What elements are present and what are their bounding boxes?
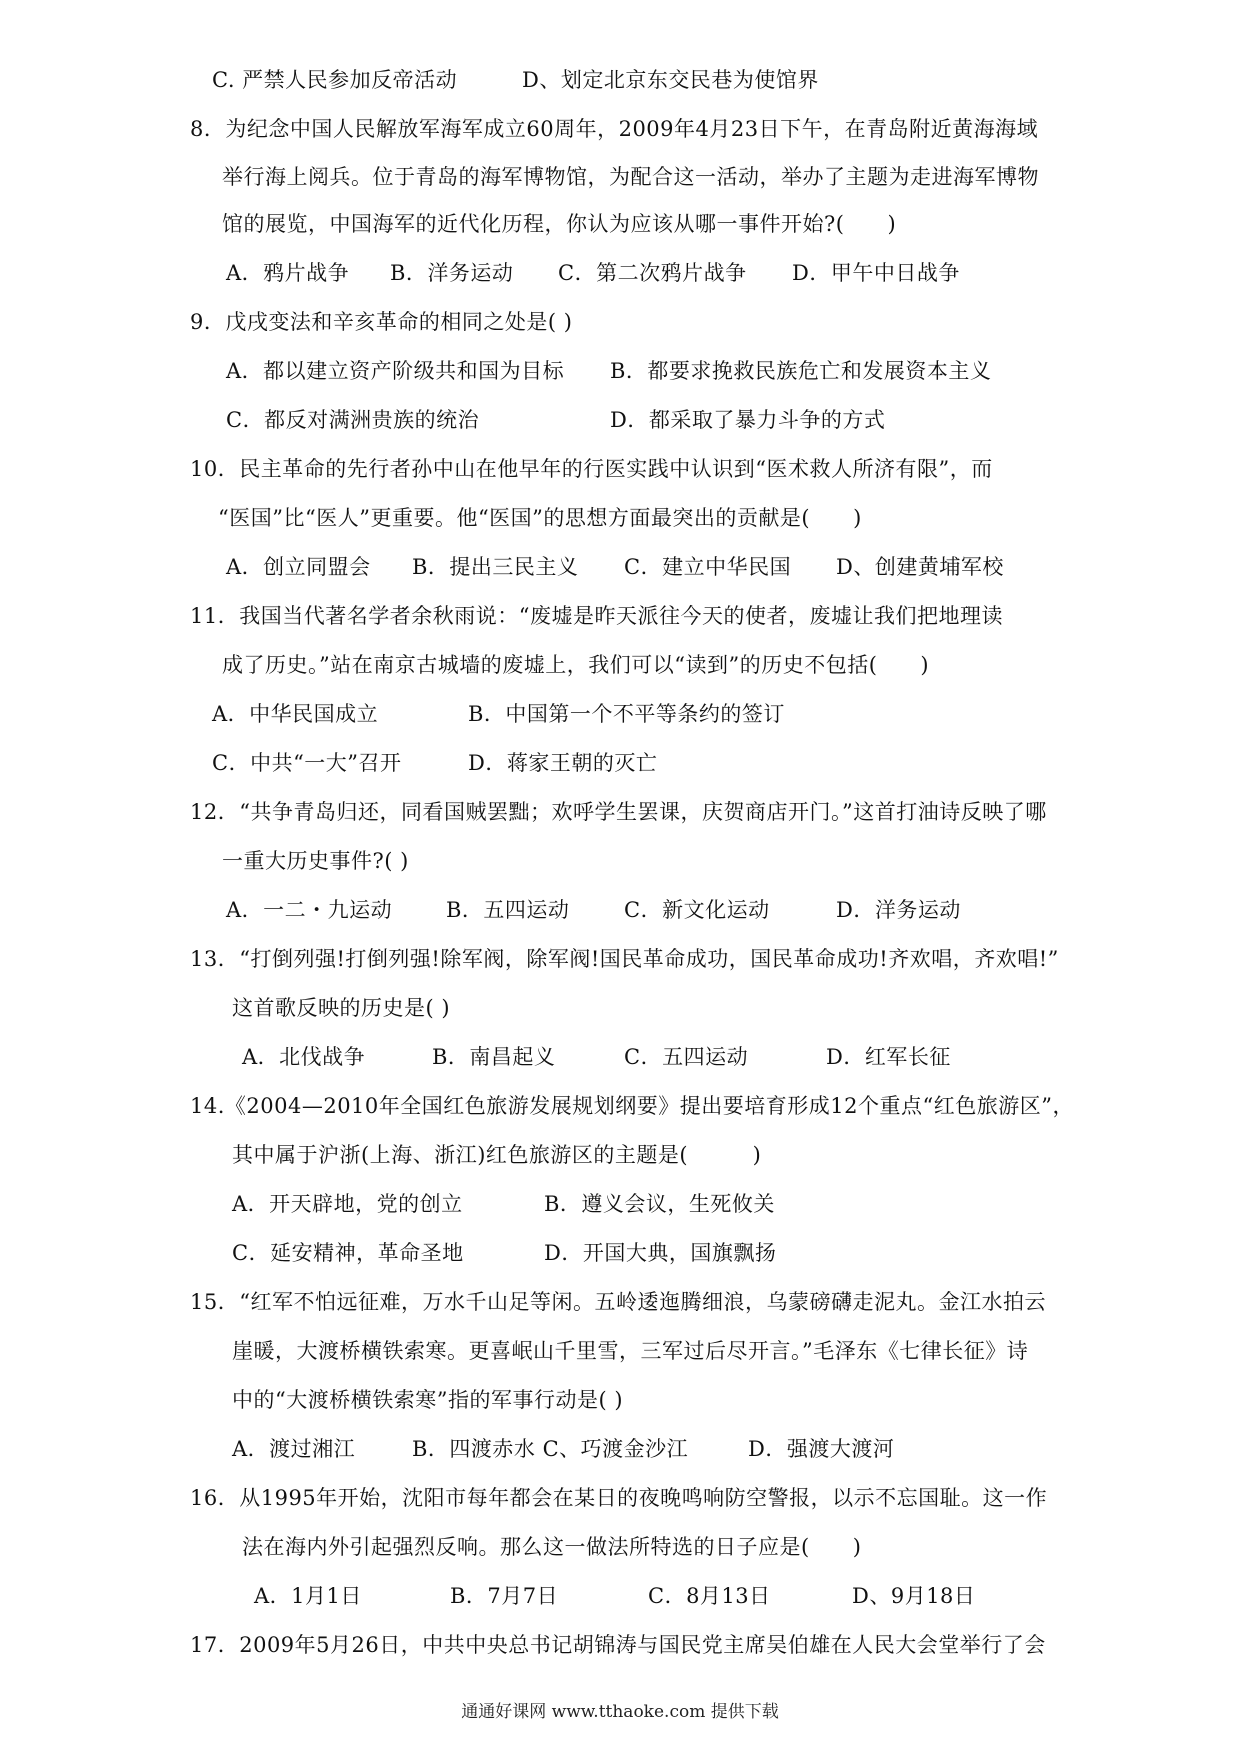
option-c: C. 严禁人民参加反帝活动 [212, 68, 458, 92]
option-c: C．五四运动 [624, 1045, 749, 1069]
option-a: A．创立同盟会 [226, 555, 371, 579]
question-text: 12．“共争青岛归还，同看国贼罢黜；欢呼学生罢课，庆贺商店开门。”这首打油诗反映了哪 [190, 800, 1047, 824]
question-text: 11．我国当代著名学者余秋雨说：“废墟是昨天派往今天的使者，废墟让我们把地理读 [190, 604, 1003, 628]
question-text: 法在海内外引起强烈反响。那么这一做法所特选的日子应是( ) [242, 1535, 862, 1559]
option-b: B．四渡赤水 C、巧渡金沙江 [412, 1437, 689, 1461]
option-d: D．蒋家王朝的灭亡 [468, 751, 658, 775]
question-text: 崖暖，大渡桥横铁索寒。更喜岷山千里雪，三军过后尽开言。”毛泽东《七律长征》诗 [232, 1339, 1029, 1363]
option-b: B．遵义会议，生死攸关 [544, 1192, 775, 1216]
question-text: 这首歌反映的历史是( ) [232, 996, 451, 1020]
option-d: D．甲午中日战争 [792, 261, 960, 285]
question-text: 16．从1995年开始，沈阳市每年都会在某日的夜晚鸣响防空警报，以示不忘国耻。这一作 [190, 1486, 1048, 1510]
question-text: 10．民主革命的先行者孙中山在他早年的行医实践中认识到“医术救人所济有限”，而 [190, 457, 993, 481]
option-c: C．中共“一大”召开 [212, 751, 402, 775]
option-b: B．五四运动 [446, 898, 570, 922]
option-a: A．开天辟地，党的创立 [232, 1192, 463, 1216]
option-c: C．都反对满洲贵族的统治 [226, 408, 480, 432]
option-a: A．1月1日 [254, 1584, 362, 1608]
question-text: 一重大历史事件?( ) [222, 849, 409, 873]
option-c: C．建立中华民国 [624, 555, 792, 579]
option-a: A．中华民国成立 [212, 702, 379, 726]
option-c: C．第二次鸦片战争 [558, 261, 747, 285]
option-a: A．都以建立资产阶级共和国为目标 [226, 359, 565, 383]
option-a: A．北伐战争 [242, 1045, 366, 1069]
question-text: 15．“红军不怕远征难，万水千山足等闲。五岭逶迤腾细浪，乌蒙磅礴走泥丸。金江水拍云 [190, 1290, 1046, 1314]
option-d: D．都采取了暴力斗争的方式 [610, 408, 886, 432]
option-d: D、创建黄埔军校 [836, 555, 1004, 579]
question-text: 13．“打倒列强!打倒列强!除军阀，除军阀!国民革命成功，国民革命成功!齐欢唱，齐欢唱!” [190, 947, 1059, 971]
option-b: B．南昌起义 [432, 1045, 556, 1069]
option-d: D．强渡大渡河 [748, 1437, 895, 1461]
option-b: B．洋务运动 [390, 261, 514, 285]
option-a: A．渡过湘江 [232, 1437, 356, 1461]
question-text: 14.《2004—2010年全国红色旅游发展规划纲要》提出要培育形成12个重点“红色旅游区”， [190, 1094, 1074, 1118]
option-b: B．提出三民主义 [412, 555, 579, 579]
option-d: D．洋务运动 [836, 898, 961, 922]
option-b: B．都要求挽救民族危亡和发展资本主义 [610, 359, 992, 383]
option-a: A．一二・九运动 [226, 898, 393, 922]
question-text: 9．戊戌变法和辛亥革命的相同之处是( ) [190, 310, 573, 334]
option-d: D．开国大典，国旗飘扬 [544, 1241, 777, 1265]
option-b: B．中国第一个不平等条约的签订 [468, 702, 785, 726]
question-text: 8．为纪念中国人民解放军海军成立60周年，2009年4月23日下午，在青岛附近黄海海域 [190, 117, 1039, 141]
question-text: 馆的展览，中国海军的近代化历程，你认为应该从哪一事件开始?( ) [222, 212, 897, 236]
option-d: D．红军长征 [826, 1045, 951, 1069]
question-text: 中的“大渡桥横铁索寒”指的军事行动是( ) [232, 1388, 624, 1412]
option-d: D、划定北京东交民巷为使馆界 [522, 68, 819, 92]
option-b: B．7月7日 [450, 1584, 559, 1608]
option-a: A．鸦片战争 [226, 261, 350, 285]
option-c: C．延安精神，革命圣地 [232, 1241, 464, 1265]
question-text: 成了历史。”站在南京古城墙的废墟上，我们可以“读到”的历史不包括( ) [222, 653, 930, 677]
question-text: “医国”比“医人”更重要。他“医国”的思想方面最突出的贡献是( ) [218, 506, 862, 530]
option-d: D、9月18日 [852, 1584, 976, 1608]
question-text: 17．2009年5月26日，中共中央总书记胡锦涛与国民党主席吴伯雄在人民大会堂举行了会 [190, 1633, 1046, 1657]
page-footer: 通通好课网 www.tthaoke.com 提供下载 [461, 1702, 779, 1722]
option-c: C．8月13日 [648, 1584, 771, 1608]
option-c: C．新文化运动 [624, 898, 770, 922]
question-text: 其中属于沪浙(上海、浙江)红色旅游区的主题是( ) [232, 1143, 762, 1167]
question-text: 举行海上阅兵。位于青岛的海军博物馆，为配合这一活动，举办了主题为走进海军博物 [222, 165, 1039, 189]
